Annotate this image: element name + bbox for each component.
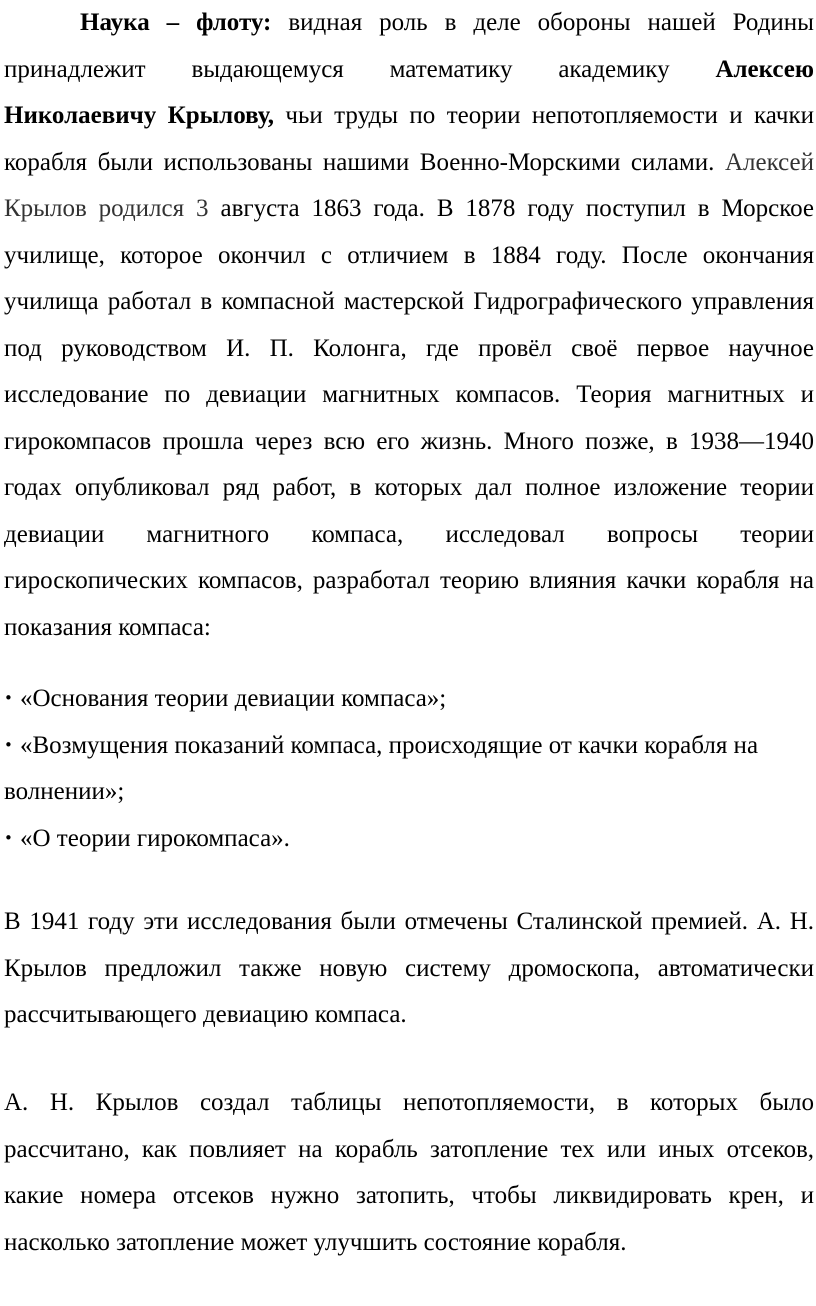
list-item <box>4 815 814 862</box>
intro-text-a: видная роль в деле обороны нашей Родины принадлежит выдающемуся математику академику <box>4 9 814 83</box>
scientist-name: Алексею Николаевичу Крылову, <box>4 55 814 129</box>
bullet-icon: • <box>4 829 13 847</box>
intro-paragraph <box>4 0 814 651</box>
work-title: «Возмущения показаний компаса, происходящие от качки корабля на волнении»; <box>4 732 759 805</box>
bullet-icon: • <box>4 736 13 754</box>
work-title: «О теории гирокомпаса». <box>20 825 290 852</box>
award-paragraph: В 1941 году эти исследования были отмечены Сталинской премией. А. Н. Крылов предложил также новую систему дромоскопа, автоматически рассчитывающего девиацию компаса. <box>4 908 814 1028</box>
unsinkability-paragraph: А. Н. Крылов создал таблицы непотопляемости, в которых было рассчитано, как повлияет на корабль затопление тех или иных отсеков, какие номера отсеков нужно затопить, чтобы ликвидировать крен, и насколько затопление может улучшить состояние корабля. <box>4 1089 814 1256</box>
bullet-icon: • <box>4 689 13 707</box>
birth-text: Алексей Крылов родился 3 <box>4 148 814 222</box>
intro-text-c: августа 1863 года. В 1878 году поступил в Морское училище, которое окончил с отличием в 1884 году. После окончания училища работал в компасной мастерской Гидрографического управления под руководством И. П. Колонга, где провёл своё первое научное исследование по девиации магнитных компасов. Теория магнитных и гирокомпасов прошла через всю его жизнь. Много позже, в 1938—1940 годах опубликовал ряд работ, в которых дал полное изложение теории девиации магнитного компаса, исследовал вопросы теории гироскопических компасов, разработал теорию влияния качки корабля на показания компаса: <box>4 195 814 641</box>
lead-heading: Наука – флоту: <box>80 9 272 36</box>
intro-text-b: чьи труды по теории непотопляемости и качки корабля были использованы нашими Военно-Морскими силами. <box>4 102 814 176</box>
works-list <box>4 675 814 862</box>
list-item <box>4 675 814 722</box>
work-title: «Основания теории девиации компаса»; <box>20 685 447 712</box>
list-item <box>4 722 814 815</box>
